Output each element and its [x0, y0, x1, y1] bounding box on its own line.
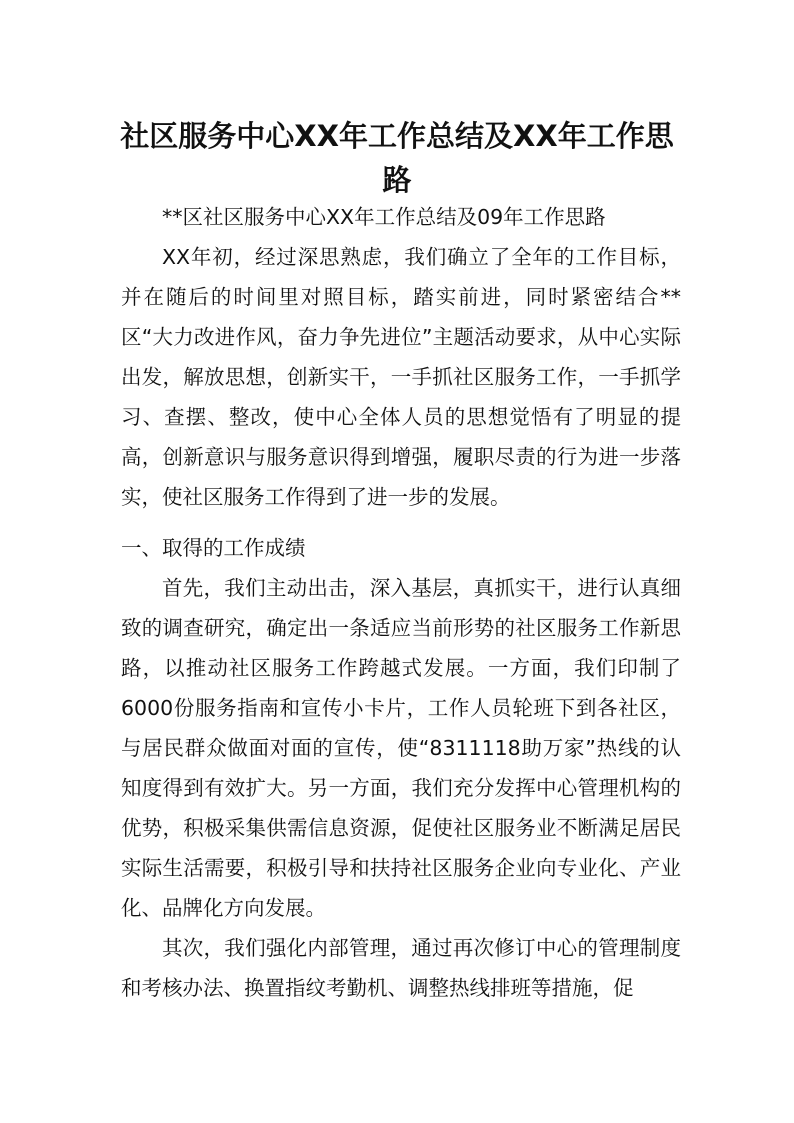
document-subtitle: **区社区服务中心XX年工作总结及09年工作思路 — [162, 205, 606, 229]
paragraph-intro: XX年初，经过深思熟虑，我们确立了全年的工作目标，并在随后的时间里对照目标，踏实前进，同时紧密结合**区“大力改进作风，奋力争先进位”主题活动要求，从中心实际出发，解放思想，创新实干，一手抓社区服务工作，一手抓学习、查摆、整改，使中心全体人员的思想觉悟有了明显的提高，创新意识与服务意识得到增强，履职尽责的行为进一步落实，使社区服务工作得到了进一步的发展。 — [121, 245, 681, 509]
document-title: 社区服务中心XX年工作总结及XX年工作思路 — [120, 119, 674, 198]
paragraph-second: 其次，我们强化内部管理，通过再次修订中心的管理制度和考核办法、换置指纹考勤机、调整热线排班等措施，促 — [121, 936, 681, 1000]
paragraph-first: 首先，我们主动出击，深入基层，真抓实干，进行认真细致的调查研究，确定出一条适应当前形势的社区服务工作新思路，以推动社区服务工作跨越式发展。一方面，我们印制了6000份服务指南和宣传小卡片，工作人员轮班下到各社区，与居民群众做面对面的宣传，使“8311118助万家”热线的认知度得到有效扩大。另一方面，我们充分发挥中心管理机构的优势，积极采集供需信息资源，促使社区服务业不断满足居民实际生活需要，积极引导和扶持社区服务企业向专业化、产业化、品牌化方向发展。 — [121, 576, 681, 920]
section-heading: 一、取得的工作成绩 — [121, 536, 306, 560]
